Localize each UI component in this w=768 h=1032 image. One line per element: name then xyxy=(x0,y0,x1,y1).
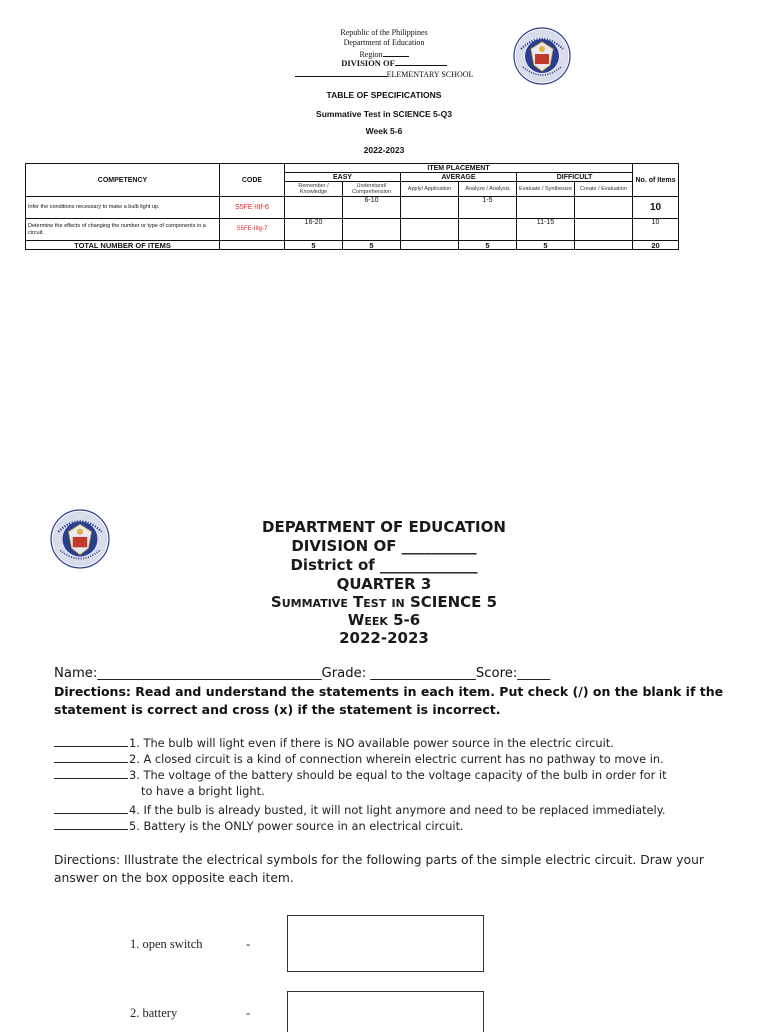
tos-subtitle: Summative Test in SCIENCE 5-Q3 xyxy=(316,109,452,119)
total-understand: 5 xyxy=(343,241,401,250)
item-text-2: 2. A closed circuit is a kind of connection wherein electric current has no pathway to move in. xyxy=(129,752,664,766)
answer-blank-3[interactable] xyxy=(54,767,128,779)
total-evaluate: 5 xyxy=(517,241,575,250)
row1-create xyxy=(575,197,633,219)
th-understand: Understand/ Comprehension xyxy=(343,182,401,197)
total-create xyxy=(575,241,633,250)
answer-blank-4[interactable] xyxy=(54,802,128,814)
row2-code: S5FE-IIIg-7 xyxy=(220,219,285,241)
row2-remember: 16-20 xyxy=(285,219,343,241)
list-item xyxy=(54,751,714,767)
row1-understand: 6-10 xyxy=(343,197,401,219)
th-easy: EASY xyxy=(285,173,401,182)
tos-header-line1: Republic of the Philippines xyxy=(340,28,428,37)
row1-competency: Infer the conditions necessary to make a bulb light up. xyxy=(26,197,220,219)
list-item xyxy=(54,802,714,818)
test-quarter: QUARTER 3 xyxy=(336,575,432,593)
table-row-total xyxy=(26,241,679,250)
item-text-1: 1. The bulb will light even if there is NO available power source in the electric circuit. xyxy=(129,736,614,750)
table-row xyxy=(26,197,679,219)
school-label: ELEMENTARY SCHOOL xyxy=(386,70,474,79)
total-apply xyxy=(401,241,459,250)
row2-items: 10 xyxy=(633,219,679,241)
row2-competency: Determine the effects of changing the number or type of components in a circuit. xyxy=(26,219,220,241)
tos-header-school xyxy=(0,68,768,80)
row1-items: 10 xyxy=(633,197,679,219)
answer-blank-2[interactable] xyxy=(54,751,128,763)
row1-analyze: 1-5 xyxy=(459,197,517,219)
student-info-line: Name:__________________________________Grade: ________________Score:_____ xyxy=(54,666,551,681)
th-item-placement: ITEM PLACEMENT xyxy=(285,164,633,173)
list-item xyxy=(54,735,714,751)
total-code xyxy=(220,241,285,250)
row1-code: S5FE-IIIf-6 xyxy=(220,197,285,219)
deped-seal-icon xyxy=(513,27,571,85)
school-blank xyxy=(295,68,387,77)
th-create: Create / Evaluation xyxy=(575,182,633,197)
th-competency: COMPETENCY xyxy=(26,164,220,197)
division-label: DIVISION OF xyxy=(341,58,395,68)
answer-blank-5[interactable] xyxy=(54,818,128,830)
list-item xyxy=(54,767,714,799)
symbol-label-open-switch: 1. open switch xyxy=(130,937,203,951)
total-label: TOTAL NUMBER OF ITEMS xyxy=(26,241,220,250)
total-items: 20 xyxy=(633,241,679,250)
row2-create xyxy=(575,219,633,241)
symbol-dash-2: - xyxy=(246,1006,251,1020)
test-division: DIVISION OF __________ xyxy=(291,537,477,555)
row1-remember xyxy=(285,197,343,219)
test-district: District of _____________ xyxy=(290,556,478,574)
row2-analyze xyxy=(459,219,517,241)
item-text-3-cont: to have a bright light. xyxy=(141,784,265,798)
total-remember: 5 xyxy=(285,241,343,250)
row1-evaluate xyxy=(517,197,575,219)
answer-box-open-switch[interactable] xyxy=(287,915,484,972)
division-blank xyxy=(395,57,447,66)
answer-blank-1[interactable] xyxy=(54,735,128,747)
row2-understand xyxy=(343,219,401,241)
th-evaluate: Evaluate / Synthesize xyxy=(517,182,575,197)
test-dept: DEPARTMENT OF EDUCATION xyxy=(262,518,506,536)
table-row xyxy=(26,219,679,241)
th-analyze: Analyze / Analysis xyxy=(459,182,517,197)
item-text-4: 4. If the bulb is already busted, it will not light anymore and need to be replaced immediately. xyxy=(129,803,666,817)
answer-box-battery[interactable] xyxy=(287,991,484,1032)
th-code: CODE xyxy=(220,164,285,197)
directions-symbols: Directions: Illustrate the electrical symbols for the following parts of the simple electric circuit. Draw your answer on the box opposite each item. xyxy=(54,853,704,885)
region-label: Region xyxy=(359,50,383,59)
tos-week: Week 5-6 xyxy=(365,126,403,136)
th-apply: Apply/ Application xyxy=(401,182,459,197)
row2-evaluate: 11-15 xyxy=(517,219,575,241)
test-title: Summative Test in SCIENCE 5 xyxy=(270,593,498,611)
th-remember: Remember / Knowledge xyxy=(285,182,343,197)
item-text-5: 5. Battery is the ONLY power source in an electrical circuit. xyxy=(129,819,464,833)
tos-title: TABLE OF SPECIFICATIONS xyxy=(326,90,442,100)
item-text-3: 3. The voltage of the battery should be equal to the voltage capacity of the bulb in order for it xyxy=(129,768,667,782)
region-blank xyxy=(383,48,409,57)
tos-table xyxy=(25,163,679,250)
list-item xyxy=(54,818,714,834)
tos-year: 2022-2023 xyxy=(363,145,405,155)
test-year: 2022-2023 xyxy=(339,629,429,647)
row2-apply xyxy=(401,219,459,241)
row1-apply xyxy=(401,197,459,219)
symbol-label-battery: 2. battery xyxy=(130,1006,178,1020)
th-no-of-items: No. of Items xyxy=(633,164,679,197)
symbol-dash-1: - xyxy=(246,937,251,951)
total-analyze: 5 xyxy=(459,241,517,250)
th-average: AVERAGE xyxy=(401,173,517,182)
test-week: Week 5-6 xyxy=(347,611,421,629)
tos-header-line2: Department of Education xyxy=(343,38,425,47)
th-difficult: DIFFICULT xyxy=(517,173,633,182)
directions-check-cross: Directions: Read and understand the statements in each item. Put check (/) on the blank if the statement is correct and cross (x) if the statement is incorrect. xyxy=(54,684,724,717)
